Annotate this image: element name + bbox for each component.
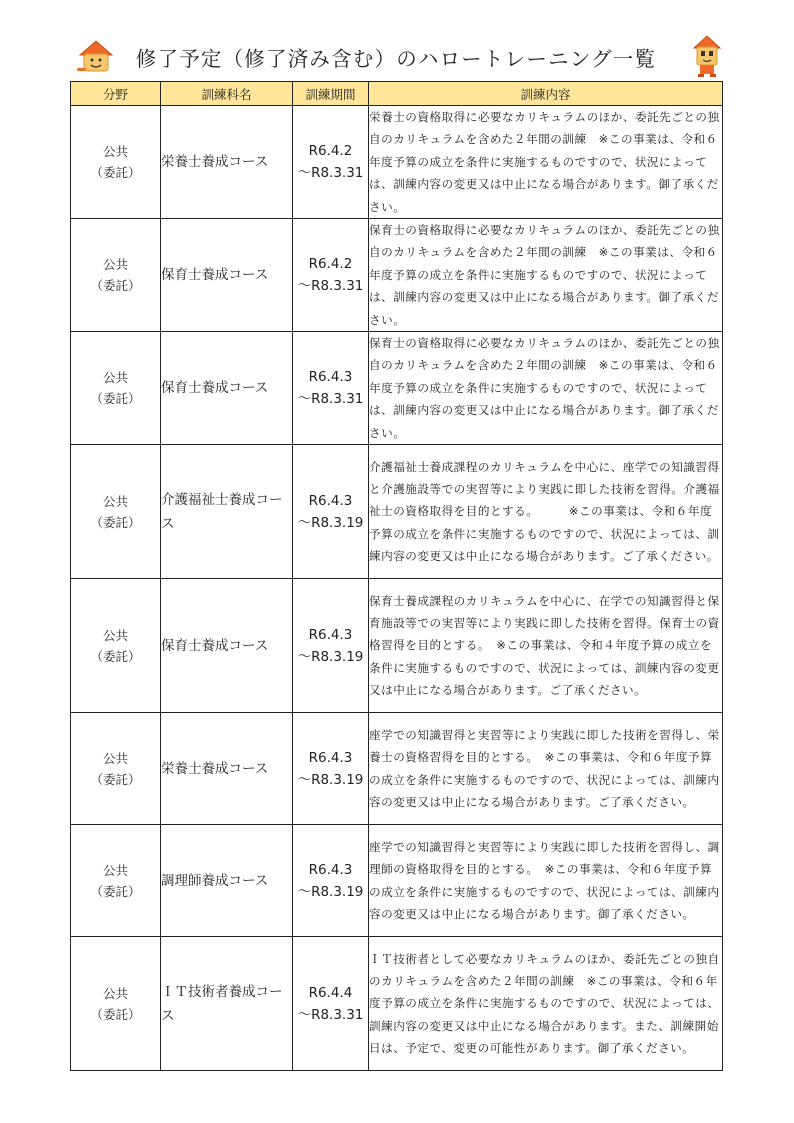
column-header-content: 訓練内容 [369,82,723,106]
table-row [71,713,723,825]
field-cell: 公共 （委託） [71,937,161,1071]
content-cell: ＩＴ技術者として必要なカリキュラムのほか、委託先ごとの独自のカリキュラムを含めた２年間の訓練 ※この事業は、令和６年度予算の成立を条件に実施するものですので、状況によっては、訓練内容の変更又は中止になる場合があります。また、訓練開始日は、予定で、変更の可能性があります。御了承ください。 [369,937,723,1071]
course-name-cell: 介護福祉士養成コース [161,445,293,579]
field-cell: 公共 （委託） [71,713,161,825]
course-name-cell: ＩＴ技術者養成コース [161,937,293,1071]
period-cell: R6.4.3 〜R8.3.19 [293,579,369,713]
column-header-period: 訓練期間 [293,82,369,106]
table-header-row [71,82,723,106]
column-header-course: 訓練科名 [161,82,293,106]
table-row [71,332,723,445]
course-name-cell: 栄養士養成コース [161,713,293,825]
content-cell: 保育士の資格取得に必要なカリキュラムのほか、委託先ごとの独自のカリキュラムを含めた２年間の訓練 ※この事業は、令和６年度予算の成立を条件に実施するものですので、状況によっては、訓練内容の変更又は中止になる場合があります。御了承ください。 [369,219,723,332]
content-cell: 座学での知識習得と実習等により実践に即した技術を習得し、栄養士の資格習得を目的とする。 ※この事業は、令和６年度予算の成立を条件に実施するものですので、状況によっては、訓練内容の変更又は中止になる場合があります。ご了承ください。 [369,713,723,825]
course-name-cell: 保育士養成コース [161,219,293,332]
period-cell: R6.4.3 〜R8.3.19 [293,713,369,825]
field-cell: 公共 （委託） [71,332,161,445]
training-course-table [70,81,723,1071]
period-cell: R6.4.3 〜R8.3.31 [293,332,369,445]
page-header [70,38,722,80]
period-cell: R6.4.3 〜R8.3.19 [293,825,369,937]
field-cell: 公共 （委託） [71,445,161,579]
course-name-cell: 調理師養成コース [161,825,293,937]
content-cell: 座学での知識習得と実習等により実践に即した技術を習得し、調理師の資格取得を目的とする。 ※この事業は、令和６年度予算の成立を条件に実施するものですので、状況によっては、訓練内容の変更又は中止になる場合があります。御了承ください。 [369,825,723,937]
table-row [71,106,723,219]
content-cell: 介護福祉士養成課程のカリキュラムを中心に、座学での知識習得と介護施設等での実習等により実践に即した技術を習得。介護福祉士の資格取得を目的とする。 ※この事業は、令和６年度予算の成立を条件に実施するものですので、状況によっては、訓練内容の変更又は中止になる場合があります。ご了承ください。 [369,445,723,579]
table-row [71,579,723,713]
page-title: 修了予定（修了済み含む）のハロートレーニング一覧 [135,47,657,71]
field-cell: 公共 （委託） [71,106,161,219]
field-cell: 公共 （委託） [71,825,161,937]
column-header-field: 分野 [71,82,161,106]
table-row [71,937,723,1071]
period-cell: R6.4.4 〜R8.3.31 [293,937,369,1071]
period-cell: R6.4.2 〜R8.3.31 [293,106,369,219]
table-row [71,825,723,937]
period-cell: R6.4.2 〜R8.3.31 [293,219,369,332]
content-cell: 栄養士の資格取得に必要なカリキュラムのほか、委託先ごとの独自のカリキュラムを含めた２年間の訓練 ※この事業は、令和６年度予算の成立を条件に実施するものですので、状況によっては、訓練内容の変更又は中止になる場合があります。御了承ください。 [369,106,723,219]
period-cell: R6.4.3 〜R8.3.19 [293,445,369,579]
field-cell: 公共 （委託） [71,219,161,332]
content-cell: 保育士の資格取得に必要なカリキュラムのほか、委託先ごとの独自のカリキュラムを含めた２年間の訓練 ※この事業は、令和６年度予算の成立を条件に実施するものですので、状況によっては、訓練内容の変更又は中止になる場合があります。御了承ください。 [369,332,723,445]
content-cell: 保育士養成課程のカリキュラムを中心に、在学での知識習得と保育施設等での実習等により実践に即した技術を習得。保育士の資格習得を目的とする。 ※この事業は、令和４年度予算の成立を条件に実施するものですので、状況によっては、訓練内容の変更又は中止になる場合があります。ご了承ください。 [369,579,723,713]
table-row [71,445,723,579]
table-row [71,219,723,332]
robot-mascot-icon [690,34,724,78]
course-name-cell: 栄養士養成コース [161,106,293,219]
course-name-cell: 保育士養成コース [161,332,293,445]
field-cell: 公共 （委託） [71,579,161,713]
course-name-cell: 保育士養成コース [161,579,293,713]
